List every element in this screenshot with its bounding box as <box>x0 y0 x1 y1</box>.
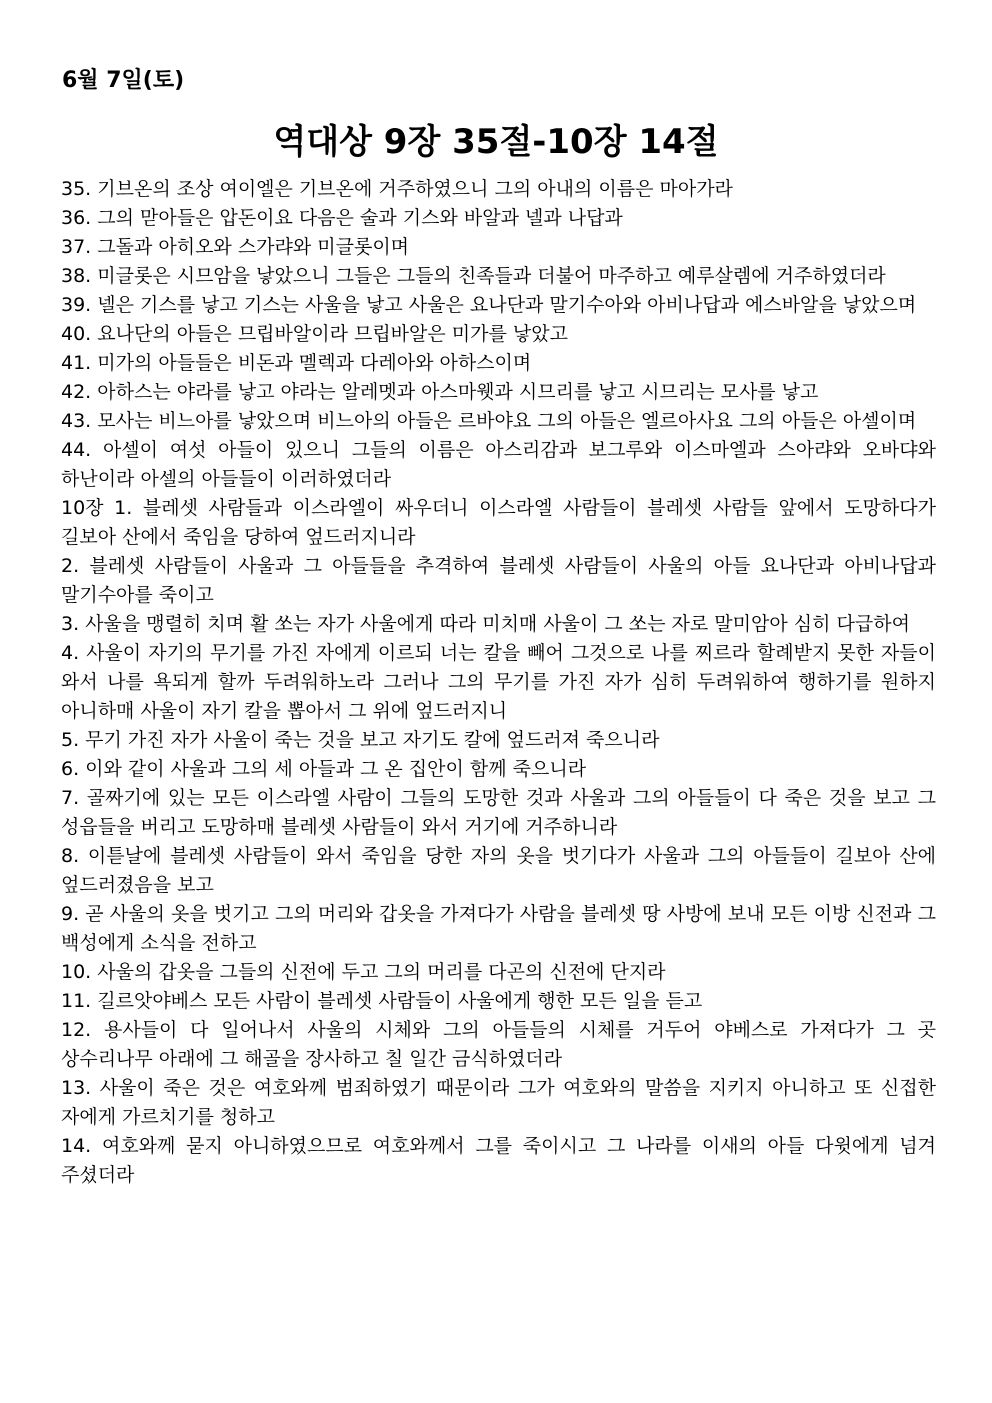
verse-10-1: 10장 1. 블레셋 사람들과 이스라엘이 싸우더니 이스라엘 사람들이 블레셋 사람들 앞에서 도망하다가 길보아 산에서 죽임을 당하여 엎드러지니라 <box>61 497 936 548</box>
verse-9-44: 44. 아셀이 여섯 아들이 있으니 그들의 이름은 아스리감과 보그루와 이스마엘과 스아랴와 오바댜와 하난이라 아셀의 아들들이 이러하였더라 <box>61 439 936 490</box>
reading-date: 6월 7일(토) <box>62 68 185 93</box>
verse-10-2: 2. 블레셋 사람들이 사울과 그 아들들을 추격하여 블레셋 사람들이 사울의 아들 요나단과 아비나답과 말기수아를 죽이고 <box>61 555 936 606</box>
verse-10-5: 5. 무기 가진 자가 사울이 죽는 것을 보고 자기도 칼에 엎드러져 죽으니라 <box>61 729 660 751</box>
verse-10-8: 8. 이튿날에 블레셋 사람들이 와서 죽임을 당한 자의 옷을 벗기다가 사울과 그의 아들들이 길보아 산에 엎드러졌음을 보고 <box>61 845 936 896</box>
verse-9-41: 41. 미가의 아들들은 비돈과 멜렉과 다레아와 아하스이며 <box>61 352 532 374</box>
verse-9-37: 37. 그돌과 아히오와 스가랴와 미글롯이며 <box>61 236 410 258</box>
verse-10-4: 4. 사울이 자기의 무기를 가진 자에게 이르되 너는 칼을 빼어 그것으로 나를 찌르라 할례받지 못한 자들이 와서 나를 욕되게 할까 두려워하노라 그러나 그의 무기를 가진 자가 심히 두려워하여 행하기를 원하지 아니하매 사울이 자기 칼을 뽑아서 그 위에 엎드러지니 <box>61 642 936 722</box>
verse-10-3: 3. 사울을 맹렬히 치며 활 쏘는 자가 사울에게 따라 미치매 사울이 그 쏘는 자로 말미암아 심히 다급하여 <box>61 613 910 635</box>
verse-9-38: 38. 미글롯은 시므암을 낳았으니 그들은 그들의 친족들과 더불어 마주하고 예루살렘에 거주하였더라 <box>61 265 886 287</box>
verse-10-6: 6. 이와 같이 사울과 그의 세 아들과 그 온 집안이 함께 죽으니라 <box>61 758 587 780</box>
verse-9-40: 40. 요나단의 아들은 므립바알이라 므립바알은 미가를 낳았고 <box>61 323 568 345</box>
verse-9-36: 36. 그의 맏아들은 압돈이요 다음은 술과 기스와 바알과 넬과 나답과 <box>61 207 623 229</box>
verse-9-35: 35. 기브온의 조상 여이엘은 기브온에 거주하였으니 그의 아내의 이름은 마아가라 <box>61 178 733 200</box>
verse-10-13: 13. 사울이 죽은 것은 여호와께 범죄하였기 때문이라 그가 여호와의 말씀을 지키지 아니하고 또 신접한 자에게 가르치기를 청하고 <box>61 1077 936 1128</box>
verse-10-12: 12. 용사들이 다 일어나서 사울의 시체와 그의 아들들의 시체를 거두어 야베스로 가져다가 그 곳 상수리나무 아래에 그 해골을 장사하고 칠 일간 금식하였더라 <box>61 1019 936 1070</box>
verse-10-10: 10. 사울의 갑옷을 그들의 신전에 두고 그의 머리를 다곤의 신전에 단지라 <box>61 961 666 983</box>
verse-10-11: 11. 길르앗야베스 모든 사람이 블레셋 사람들이 사울에게 행한 모든 일을 듣고 <box>61 990 703 1012</box>
verse-10-14: 14. 여호와께 묻지 아니하였으므로 여호와께서 그를 죽이시고 그 나라를 이새의 아들 다윗에게 넘겨 주셨더라 <box>61 1135 936 1186</box>
verse-9-42: 42. 아하스는 야라를 낳고 야라는 알레멧과 아스마웻과 시므리를 낳고 시므리는 모사를 낳고 <box>61 381 819 403</box>
verse-9-39: 39. 넬은 기스를 낳고 기스는 사울을 낳고 사울은 요나단과 말기수아와 아비나답과 에스바알을 낳았으며 <box>61 294 917 316</box>
passage-title: 역대상 9장 35절-10장 14절 <box>273 122 719 162</box>
verse-list <box>61 175 936 1190</box>
verse-9-43: 43. 모사는 비느아를 낳았으며 비느아의 아들은 르바야요 그의 아들은 엘르아사요 그의 아들은 아셀이며 <box>61 410 917 432</box>
verse-10-9: 9. 곧 사울의 옷을 벗기고 그의 머리와 갑옷을 가져다가 사람을 블레셋 땅 사방에 보내 모든 이방 신전과 그 백성에게 소식을 전하고 <box>61 903 936 954</box>
verse-10-7: 7. 골짜기에 있는 모든 이스라엘 사람이 그들의 도망한 것과 사울과 그의 아들들이 다 죽은 것을 보고 그 성읍들을 버리고 도망하매 블레셋 사람들이 와서 거기에 거주하니라 <box>61 787 936 838</box>
